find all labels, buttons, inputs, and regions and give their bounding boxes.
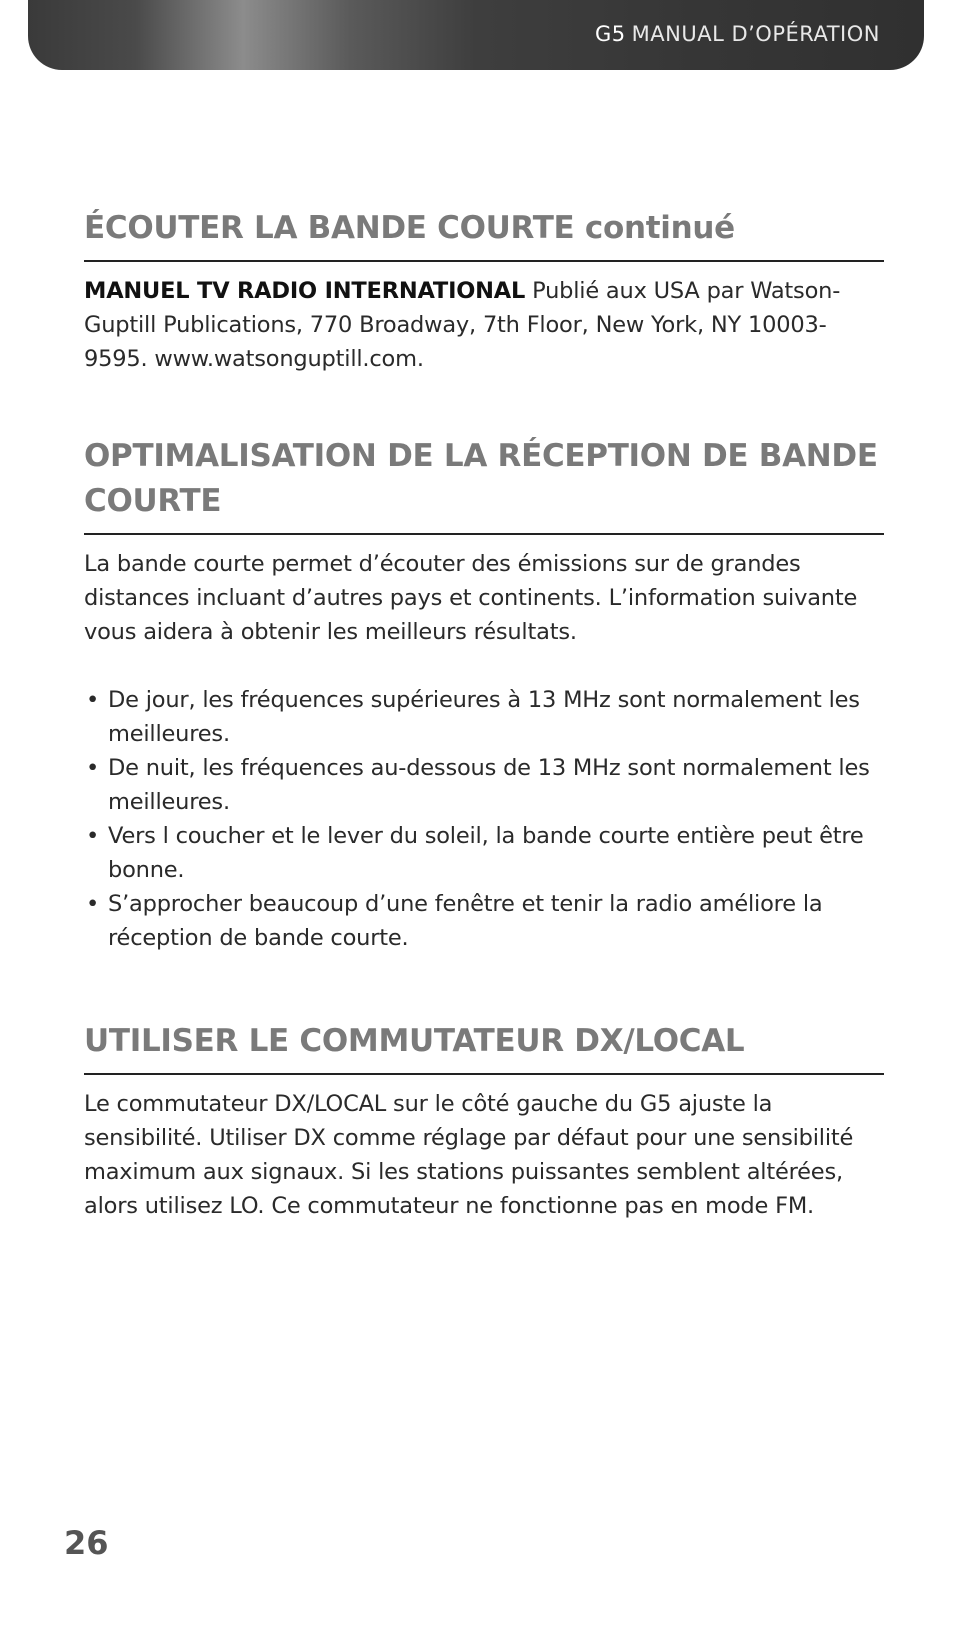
list-item-text: Vers l coucher et le lever du soleil, la bande courte entière peut être bonne. xyxy=(108,823,864,883)
header-bar xyxy=(28,0,924,70)
bullet-icon: • xyxy=(86,891,100,917)
section-title-optimization: OPTIMALISATION DE LA RÉCEPTION DE BANDE COURTE xyxy=(84,434,884,535)
reference-paragraph xyxy=(84,274,884,376)
reference-text: Publié aux USA par Watson-Guptill Publications, 770 Broadway, 7th Floor, New York, NY 10003-9595. www.watsonguptill.com. xyxy=(84,278,841,372)
manual-title: MANUAL D’OPÉRATION xyxy=(631,22,880,46)
page-number: 26 xyxy=(64,1524,109,1562)
dx-local-paragraph: Le commutateur DX/LOCAL sur le côté gauche du G5 ajuste la sensibilité. Utiliser DX comme réglage par défaut pour une sensibilité maximum aux signaux. Si les stations puissantes semblent altérées, alors utilisez LO. Ce commutateur ne fonctionne pas en mode FM. xyxy=(84,1091,854,1219)
list-item xyxy=(84,751,884,819)
list-item xyxy=(84,683,884,751)
section-title-dx-local: UTILISER LE COMMUTATEUR DX/LOCAL xyxy=(84,1019,884,1075)
list-item-text: De nuit, les fréquences au-dessous de 13 MHz sont normalement les meilleures. xyxy=(108,755,870,815)
tips-list xyxy=(84,683,884,955)
bullet-icon: • xyxy=(86,823,100,849)
list-item xyxy=(84,819,884,887)
page-content xyxy=(84,206,884,1223)
section-title-listening: ÉCOUTER LA BANDE COURTE continué xyxy=(84,206,884,262)
list-item xyxy=(84,887,884,955)
running-header xyxy=(595,22,880,46)
reference-title: MANUEL TV RADIO INTERNATIONAL xyxy=(84,278,526,304)
list-item-text: S’approcher beaucoup d’une fenêtre et tenir la radio améliore la réception de bande courte. xyxy=(108,891,823,951)
model-name: G5 xyxy=(595,22,626,46)
optimization-intro: La bande courte permet d’écouter des émissions sur de grandes distances incluant d’autres pays et continents. L’information suivante vous aidera à obtenir les meilleurs résultats. xyxy=(84,551,858,645)
bullet-icon: • xyxy=(86,755,100,781)
bullet-icon: • xyxy=(86,687,100,713)
list-item-text: De jour, les fréquences supérieures à 13 MHz sont normalement les meilleures. xyxy=(108,687,860,747)
